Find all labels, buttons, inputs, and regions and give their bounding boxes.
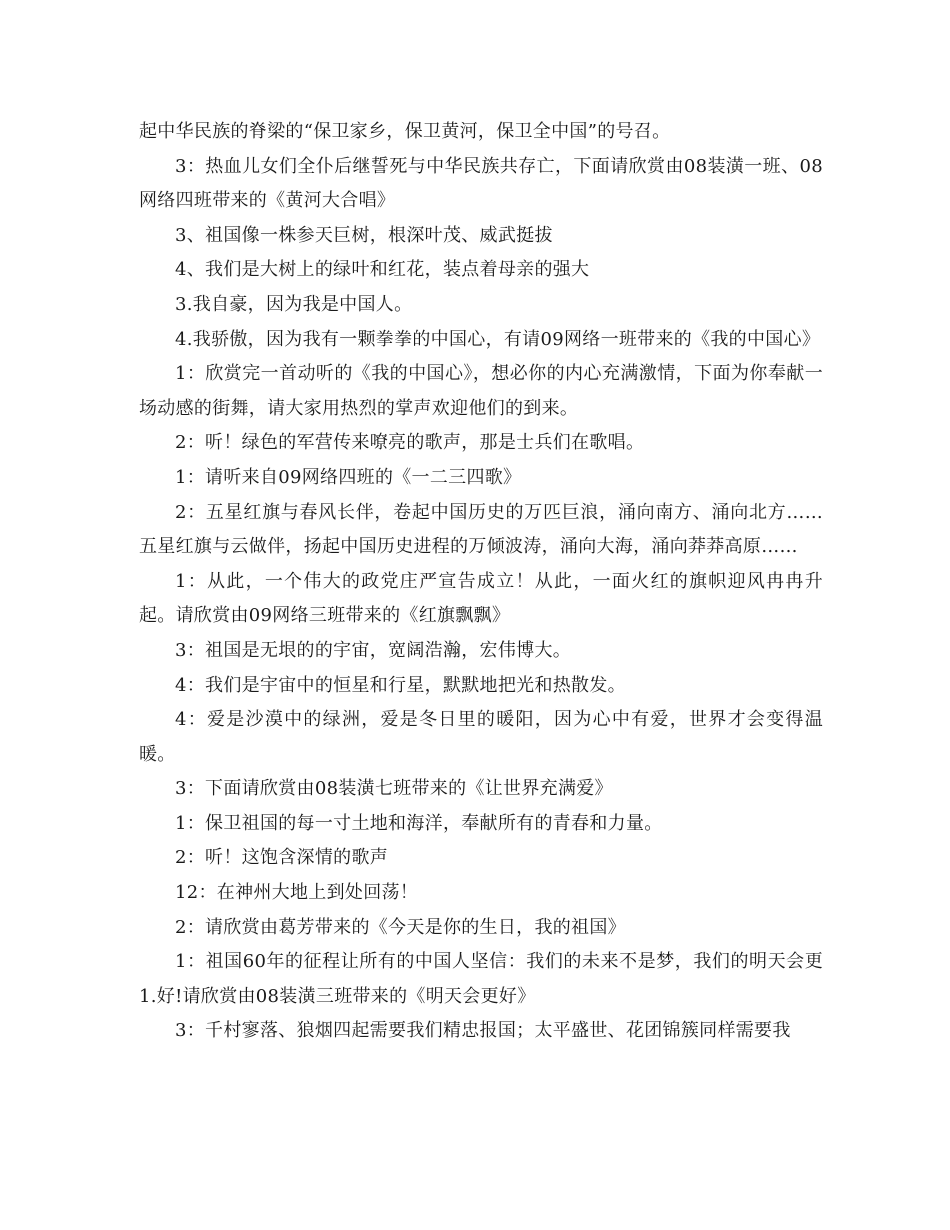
paragraph: 2：听！这饱含深情的歌声: [175, 847, 389, 869]
paragraph: 起中华民族的脊梁的“保卫家乡，保卫黄河，保卫全中国”的号召。: [139, 121, 671, 142]
paragraph: 3、祖国像一株参天巨树，根深叶茂、威武挺拔: [175, 224, 553, 246]
paragraph: 1：欣赏完一首动听的《我的中国心》，想必你的内心充满激情，下面为你奉献一场动感的街舞，请大家用热烈的掌声欢迎他们的到来。: [139, 363, 823, 419]
paragraph: 4、我们是大树上的绿叶和红花，装点着母亲的强大: [175, 259, 590, 281]
paragraph: 3：下面请欣赏由08装潢七班带来的《让世界充满爱》: [175, 778, 613, 800]
paragraph: 4.我骄傲，因为我有一颗拳拳的中国心，有请09网络一班带来的《我的中国心》: [175, 328, 821, 350]
paragraph: 3：热血儿女们全仆后继誓死与中华民族共存亡，下面请欣赏由08装潢一班、08网络四班带来的《黄河大合唱》: [139, 155, 823, 212]
paragraph: 3：祖国是无垠的的宇宙，宽阔浩瀚，宏伟博大。: [175, 639, 572, 661]
paragraph: 1：保卫祖国的每一寸土地和海洋，奉献所有的青春和力量。: [175, 812, 663, 834]
paragraph: 2：听！绿色的军营传来嘹亮的歌声，那是士兵们在歌唱。: [175, 432, 645, 454]
paragraph: 2：请欣赏由葛芳带来的《今天是你的生日，我的祖国》: [175, 916, 626, 938]
paragraph: 1：请听来自09网络四班的《一二三四歌》: [175, 466, 522, 488]
paragraph: 4：爱是沙漠中的绿洲，爱是冬日里的暖阳，因为心中有爱，世界才会变得温暖。: [139, 709, 823, 765]
paragraph: 12：在神州大地上到处回荡！: [175, 882, 419, 904]
paragraph: 4：我们是宇宙中的恒星和行星，默默地把光和热散发。: [175, 674, 626, 696]
paragraph: 1：从此，一个伟大的政党庄严宣告成立！从此，一面火红的旗帜迎风冉冉升起。请欣赏由09网络三班带来的《红旗飘飘》: [139, 570, 823, 627]
paragraph: 1：祖国60年的征程让所有的中国人坚信：我们的未来不是梦，我们的明天会更1.好!请欣赏由08装潢三班带来的《明天会更好》: [139, 951, 823, 1007]
paragraph: 2：五星红旗与春风长伴，卷起中国历史的万匹巨浪，涌向南方、涌向北方……五星红旗与云做伴，扬起中国历史进程的万倾波涛，涌向大海，涌向莽莽高原……: [139, 501, 823, 558]
document-body: [139, 115, 823, 1049]
paragraph: 3.我自豪，因为我是中国人。: [175, 293, 413, 315]
paragraph: 3：千村寥落、狼烟四起需要我们精忠报国；太平盛世、花团锦簇同样需要我: [175, 1020, 791, 1042]
